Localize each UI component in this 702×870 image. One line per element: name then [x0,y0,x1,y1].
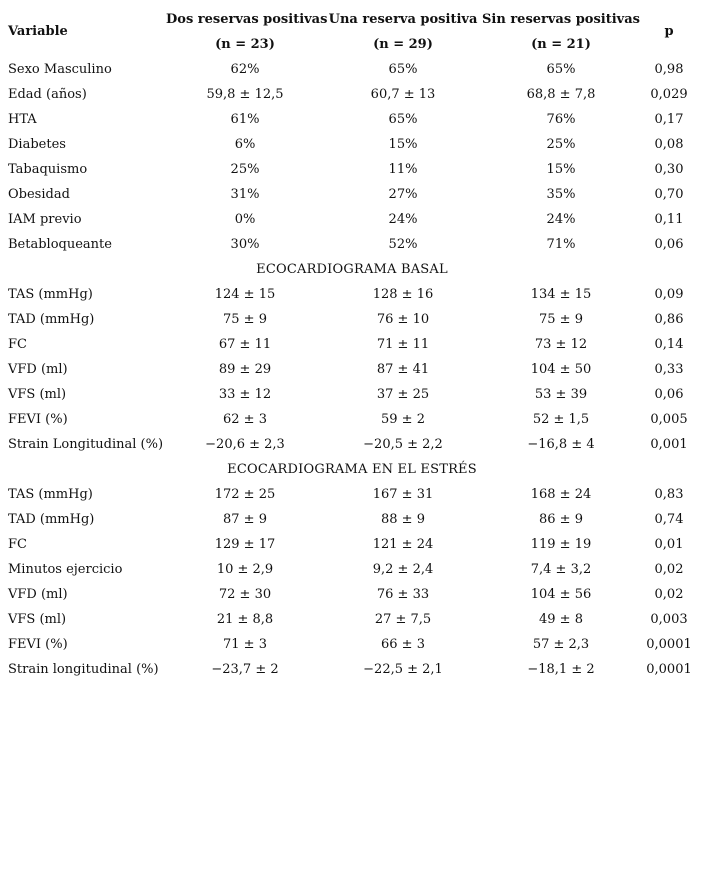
cell-group-1: 33 ± 12 [218,387,272,402]
cell-p-value: 0,30 [654,162,684,177]
cell-p-value: 0,33 [654,362,684,377]
cell-group-1: 0% [234,212,256,227]
header-group-3: Sin reservas positivas [482,11,640,27]
cell-group-2: 128 ± 16 [372,287,434,302]
cell-group-3: 104 ± 50 [530,362,592,377]
header-p: p [664,24,674,39]
cell-group-1: 87 ± 9 [223,512,267,527]
section-header-row [6,257,698,282]
cell-group-3: 24% [546,212,576,227]
cell-group-3: 65% [546,62,576,77]
cell-group-1: 6% [234,137,256,152]
cell-group-3: 49 ± 8 [539,612,583,627]
cell-group-3: 53 ± 39 [534,387,588,402]
row-label: FC [8,337,27,352]
cell-group-2: 60,7 ± 13 [370,87,436,102]
table-header [6,4,698,57]
header-group-2-n: (n = 29) [373,37,433,52]
table-row [6,582,698,607]
cell-group-3: 35% [546,187,576,202]
cell-group-2: −20,5 ± 2,2 [363,437,443,452]
table-row [6,232,698,257]
cell-p-value: 0,83 [654,487,684,502]
table-row [6,357,698,382]
cell-group-2: 167 ± 31 [372,487,434,502]
cell-group-1: 30% [230,237,260,252]
cell-group-1: −23,7 ± 2 [211,662,279,677]
cell-group-3: 7,4 ± 3,2 [530,562,592,577]
table-row [6,157,698,182]
row-label: FEVI (%) [8,412,68,427]
cell-p-value: 0,06 [654,387,684,402]
row-label: VFD (ml) [8,587,68,602]
table-row [6,132,698,157]
cell-group-3: −16,8 ± 4 [527,437,595,452]
cell-group-2: 76 ± 33 [376,587,430,602]
row-label: TAD (mmHg) [8,312,95,327]
table-row [6,182,698,207]
cell-p-value: 0,11 [654,212,684,227]
row-label: Tabaquismo [8,162,88,177]
cell-group-3: 15% [546,162,576,177]
cell-group-2: 65% [388,62,418,77]
cell-p-value: 0,74 [654,512,684,527]
cell-p-value: 0,005 [650,412,688,427]
cell-group-1: 31% [230,187,260,202]
table-row [6,82,698,107]
cell-group-3: 168 ± 24 [530,487,592,502]
header-group-3-n: (n = 21) [531,37,591,52]
row-label: Sexo Masculino [8,62,112,77]
results-table [6,4,698,682]
cell-group-2: 71 ± 11 [376,337,430,352]
section-header-row [6,457,698,482]
row-label: Edad (años) [8,87,87,102]
row-label: Diabetes [8,137,66,152]
cell-group-3: 76% [546,112,576,127]
cell-group-1: 72 ± 30 [218,587,272,602]
cell-group-1: 89 ± 29 [218,362,272,377]
cell-group-3: 52 ± 1,5 [532,412,590,427]
cell-p-value: 0,98 [654,62,684,77]
cell-group-2: 59 ± 2 [381,412,425,427]
cell-p-value: 0,14 [654,337,684,352]
row-label: VFS (ml) [8,387,67,402]
row-label: TAS (mmHg) [8,487,93,502]
row-label: HTA [8,112,37,127]
cell-group-3: 25% [546,137,576,152]
cell-group-2: 11% [388,162,418,177]
cell-group-2: 9,2 ± 2,4 [372,562,434,577]
cell-group-1: 21 ± 8,8 [216,612,274,627]
section-title: ECOCARDIOGRAMA BASAL [256,262,448,277]
row-label: IAM previo [8,212,82,227]
table-row [6,107,698,132]
cell-p-value: 0,003 [650,612,688,627]
table-row [6,657,698,682]
cell-group-3: 71% [546,237,576,252]
row-label: Minutos ejercicio [8,562,123,577]
cell-group-2: 88 ± 9 [381,512,425,527]
cell-p-value: 0,17 [654,112,684,127]
cell-group-1: 25% [230,162,260,177]
section-title: ECOCARDIOGRAMA EN EL ESTRÉS [227,462,477,477]
cell-group-1: 10 ± 2,9 [216,562,274,577]
cell-group-2: 66 ± 3 [381,637,425,652]
cell-group-2: 87 ± 41 [376,362,430,377]
cell-group-2: 52% [388,237,418,252]
cell-group-2: 24% [388,212,418,227]
header-variable: Variable [8,24,68,39]
cell-group-3: −18,1 ± 2 [527,662,595,677]
cell-p-value: 0,01 [654,537,684,552]
table-row [6,507,698,532]
cell-group-1: 129 ± 17 [214,537,276,552]
cell-group-2: 15% [388,137,418,152]
cell-group-3: 86 ± 9 [539,512,583,527]
cell-group-1: 59,8 ± 12,5 [206,87,284,102]
table-row [6,607,698,632]
cell-group-3: 119 ± 19 [530,537,592,552]
cell-p-value: 0,02 [654,587,684,602]
cell-p-value: 0,70 [654,187,684,202]
cell-group-1: 71 ± 3 [223,637,267,652]
cell-group-1: −20,6 ± 2,3 [205,437,285,452]
cell-group-1: 62 ± 3 [223,412,267,427]
cell-group-3: 73 ± 12 [534,337,588,352]
table-row [6,557,698,582]
table-row [6,632,698,657]
cell-group-3: 134 ± 15 [530,287,592,302]
cell-p-value: 0,06 [654,237,684,252]
cell-group-2: −22,5 ± 2,1 [363,662,443,677]
table-row [6,407,698,432]
row-label: TAS (mmHg) [8,287,93,302]
table-row [6,432,698,457]
cell-p-value: 0,08 [654,137,684,152]
cell-p-value: 0,09 [654,287,684,302]
cell-group-1: 67 ± 11 [218,337,272,352]
cell-group-1: 75 ± 9 [223,312,267,327]
cell-group-1: 62% [230,62,260,77]
cell-p-value: 0,86 [654,312,684,327]
table-row [6,332,698,357]
cell-group-2: 27% [388,187,418,202]
cell-p-value: 0,0001 [646,662,692,677]
cell-group-3: 104 ± 56 [530,587,592,602]
row-label: Strain Longitudinal (%) [8,437,164,452]
cell-group-2: 65% [388,112,418,127]
header-group-1-n: (n = 23) [215,37,275,52]
row-label: FEVI (%) [8,637,68,652]
table-row [6,307,698,332]
table-row [6,532,698,557]
cell-p-value: 0,001 [650,437,688,452]
cell-group-3: 75 ± 9 [539,312,583,327]
header-group-1: Dos reservas positivas [166,11,328,27]
row-label: Strain longitudinal (%) [8,662,159,677]
cell-group-1: 172 ± 25 [214,487,276,502]
table-body [6,57,698,682]
row-label: TAD (mmHg) [8,512,95,527]
row-label: Betabloqueante [8,237,112,252]
cell-group-2: 76 ± 10 [376,312,430,327]
cell-group-1: 124 ± 15 [214,287,276,302]
cell-group-2: 37 ± 25 [376,387,430,402]
row-label: VFD (ml) [8,362,68,377]
cell-group-3: 57 ± 2,3 [532,637,590,652]
table-row [6,207,698,232]
header-group-2: Una reserva positiva [328,11,478,27]
cell-group-2: 27 ± 7,5 [374,612,432,627]
row-label: Obesidad [8,187,70,202]
cell-p-value: 0,029 [650,87,688,102]
table-row [6,57,698,82]
cell-group-3: 68,8 ± 7,8 [526,87,596,102]
table-row [6,282,698,307]
table-row [6,482,698,507]
cell-group-2: 121 ± 24 [372,537,434,552]
row-label: FC [8,537,27,552]
table-row [6,382,698,407]
cell-p-value: 0,0001 [646,637,692,652]
cell-group-1: 61% [230,112,260,127]
cell-p-value: 0,02 [654,562,684,577]
row-label: VFS (ml) [8,612,67,627]
